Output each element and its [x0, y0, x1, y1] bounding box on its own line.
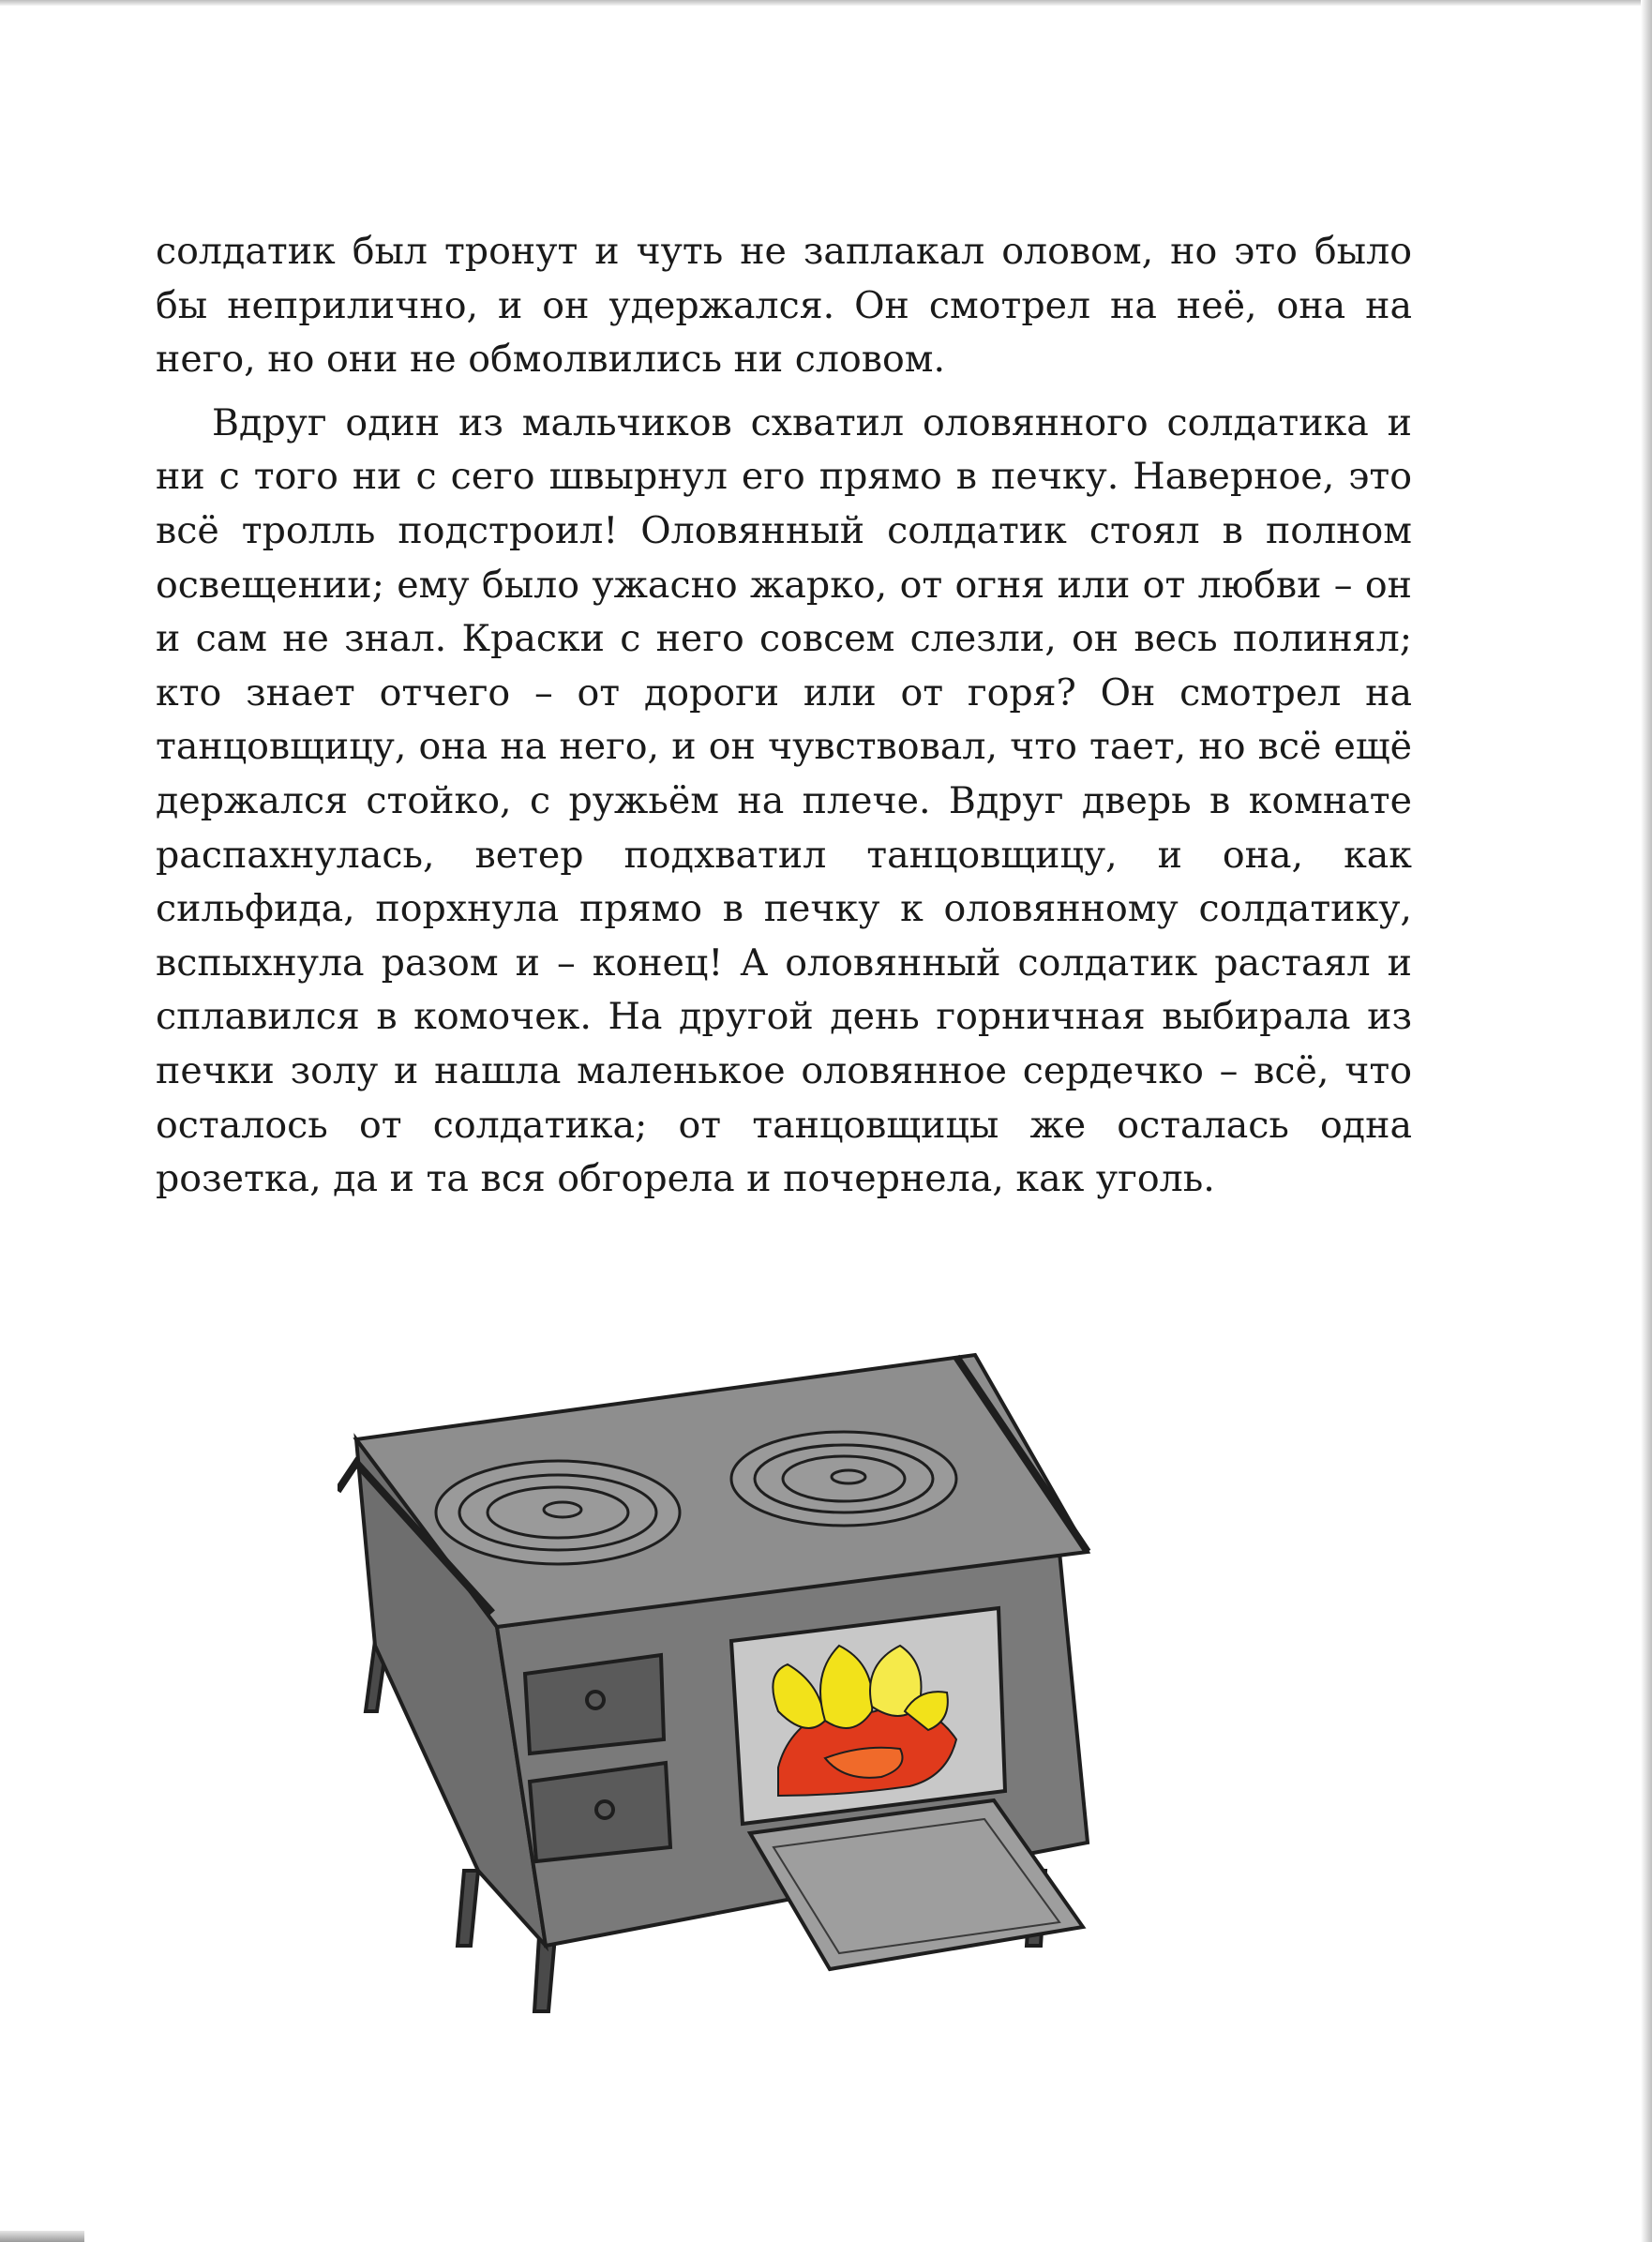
- stove-illustration: [338, 1271, 1238, 2039]
- scan-bottom-corner: [0, 2231, 84, 2242]
- hotplate-right: [731, 1432, 956, 1526]
- scan-top-edge: [0, 0, 1652, 6]
- paragraph-1: солдатик был тронут и чуть не заплакал оловом, но это было бы неприлично, и он удержался. Он смотрел на неё, она на него, но они не обмолвились ни словом.: [156, 230, 1412, 382]
- paragraph-2: Вдруг один из мальчиков схватил оловянного солдатика и ни с того ни с сего швырнул его прямо в печку. Наверное, это всё тролль подстроил! Оловянный солдатик стоял в полном освещении; ему было ужасно жарко, от огня или от любви – он и сам не знал. Краски с него совсем слезли, он весь полинял; кто знает отчего – от дороги или от горя? Он смотрел на танцовщицу, она на него, и он чувствовал, что тает, но всё ещё держался стойко, с ружьём на плече. Вдруг дверь в комнате распахнулась, ветер подхватил танцовщицу, и она, как сильфида, порхнула прямо в печку к оловянному солдатику, вспыхнула разом и – конец! А оловянный солдатик растаял и сплавился в комочек. На другой день горничная выбирала из печки золу и нашла маленькое оловянное сердечко – всё, что осталось от солдатика; от танцовщицы же осталась одна розетка, да и та вся обгорела и почернела, как уголь.: [156, 400, 1412, 1201]
- page-text: [156, 225, 1412, 1207]
- scan-right-edge: [1641, 0, 1652, 2242]
- hotplate-left: [436, 1461, 680, 1564]
